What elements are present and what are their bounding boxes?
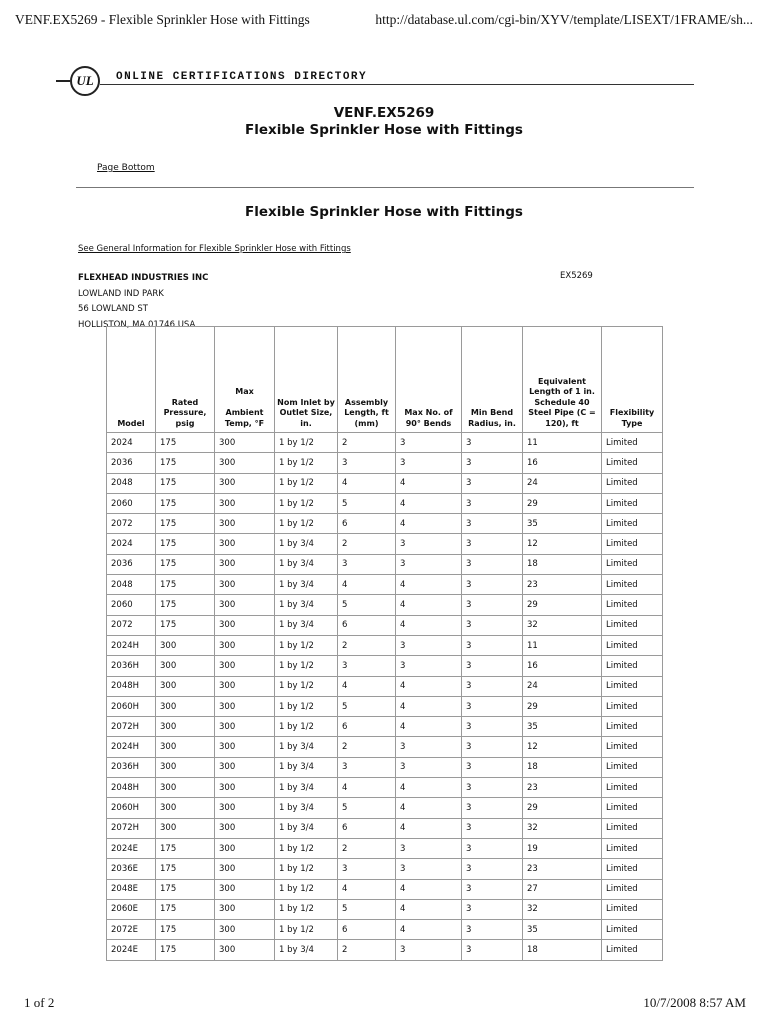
table-cell: Limited: [602, 575, 663, 595]
table-cell: 3: [462, 615, 523, 635]
column-header: Model: [107, 327, 156, 433]
table-cell: 300: [215, 433, 275, 453]
table-cell: 300: [215, 899, 275, 919]
company-address2: 56 LOWLAND ST: [78, 304, 148, 314]
table-cell: Limited: [602, 433, 663, 453]
table-cell: 3: [462, 514, 523, 534]
table-cell: 1 by 1/2: [275, 635, 338, 655]
table-cell: 3: [338, 859, 396, 879]
table-row: [107, 534, 663, 554]
table-cell: 4: [396, 575, 462, 595]
table-cell: Limited: [602, 879, 663, 899]
table-cell: Limited: [602, 453, 663, 473]
table-cell: 175: [156, 838, 215, 858]
column-header: Assembly Length, ft (mm): [338, 327, 396, 433]
table-cell: 3: [462, 859, 523, 879]
table-cell: 5: [338, 798, 396, 818]
table-cell: 12: [523, 534, 602, 554]
table-cell: 300: [156, 696, 215, 716]
table-cell: 3: [396, 635, 462, 655]
table-cell: 4: [396, 778, 462, 798]
table-cell: 3: [462, 737, 523, 757]
table-cell: 2072: [107, 514, 156, 534]
table-cell: 300: [215, 554, 275, 574]
table-row: [107, 920, 663, 940]
table-row: [107, 879, 663, 899]
table-cell: 3: [396, 737, 462, 757]
table-cell: 3: [462, 798, 523, 818]
table-cell: 1 by 1/2: [275, 899, 338, 919]
table-cell: 2060E: [107, 899, 156, 919]
table-cell: 4: [396, 676, 462, 696]
table-row: [107, 940, 663, 960]
table-cell: 1 by 3/4: [275, 737, 338, 757]
table-cell: 1 by 1/2: [275, 433, 338, 453]
column-header: Flexibility Type: [602, 327, 663, 433]
table-cell: 1 by 1/2: [275, 879, 338, 899]
table-cell: 2036: [107, 453, 156, 473]
table-cell: 300: [215, 737, 275, 757]
table-row: [107, 838, 663, 858]
table-cell: 35: [523, 920, 602, 940]
table-cell: 1 by 3/4: [275, 818, 338, 838]
table-cell: 3: [462, 554, 523, 574]
table-row: [107, 798, 663, 818]
table-cell: 6: [338, 920, 396, 940]
table-cell: 300: [215, 818, 275, 838]
table-cell: Limited: [602, 473, 663, 493]
table-cell: 300: [215, 656, 275, 676]
table-cell: 300: [215, 778, 275, 798]
table-cell: 3: [462, 534, 523, 554]
table-cell: Limited: [602, 818, 663, 838]
table-cell: 6: [338, 615, 396, 635]
table-row: [107, 676, 663, 696]
table-cell: 175: [156, 473, 215, 493]
table-cell: 1 by 3/4: [275, 757, 338, 777]
table-cell: 1 by 1/2: [275, 453, 338, 473]
table-cell: 1 by 1/2: [275, 493, 338, 513]
table-cell: 2036: [107, 554, 156, 574]
table-cell: 2072: [107, 615, 156, 635]
table-cell: 2: [338, 940, 396, 960]
table-cell: 300: [215, 940, 275, 960]
table-row: [107, 818, 663, 838]
table-row: [107, 899, 663, 919]
table-cell: Limited: [602, 554, 663, 574]
table-cell: 3: [462, 696, 523, 716]
table-cell: 300: [156, 656, 215, 676]
column-header: Max No. of 90° Bends: [396, 327, 462, 433]
table-cell: Limited: [602, 737, 663, 757]
table-cell: 23: [523, 778, 602, 798]
table-cell: 23: [523, 859, 602, 879]
table-cell: Limited: [602, 696, 663, 716]
table-cell: 4: [396, 818, 462, 838]
table-cell: 2060: [107, 493, 156, 513]
table-cell: 2072H: [107, 818, 156, 838]
table-cell: 300: [215, 534, 275, 554]
table-row: [107, 514, 663, 534]
table-cell: 175: [156, 554, 215, 574]
table-cell: 3: [462, 656, 523, 676]
table-cell: Limited: [602, 615, 663, 635]
banner-rule-left: [56, 80, 70, 82]
table-cell: 1 by 1/2: [275, 676, 338, 696]
table-cell: 3: [396, 433, 462, 453]
column-header: Max Ambient Temp, °F: [215, 327, 275, 433]
table-cell: 1 by 3/4: [275, 940, 338, 960]
table-cell: 5: [338, 595, 396, 615]
table-cell: 300: [215, 696, 275, 716]
table-cell: 175: [156, 595, 215, 615]
spec-table: [106, 326, 663, 961]
table-cell: Limited: [602, 534, 663, 554]
table-cell: 1 by 1/2: [275, 656, 338, 676]
print-header: [15, 12, 753, 30]
table-cell: 1 by 1/2: [275, 514, 338, 534]
table-cell: 3: [338, 453, 396, 473]
table-cell: 300: [215, 676, 275, 696]
table-cell: 2060H: [107, 798, 156, 818]
table-cell: 175: [156, 615, 215, 635]
table-cell: 2072H: [107, 717, 156, 737]
table-cell: 3: [462, 818, 523, 838]
print-footer: [24, 995, 746, 1013]
table-cell: 2: [338, 433, 396, 453]
table-cell: 3: [462, 778, 523, 798]
table-cell: 16: [523, 453, 602, 473]
file-number: EX5269: [560, 271, 593, 281]
table-row: [107, 635, 663, 655]
table-cell: 4: [396, 920, 462, 940]
table-cell: 300: [215, 859, 275, 879]
table-header-row: [107, 327, 663, 433]
table-cell: 3: [462, 940, 523, 960]
table-row: [107, 473, 663, 493]
column-header: Min Bend Radius, in.: [462, 327, 523, 433]
table-cell: 2036E: [107, 859, 156, 879]
table-cell: 300: [156, 635, 215, 655]
table-cell: Limited: [602, 595, 663, 615]
table-cell: 3: [462, 635, 523, 655]
table-row: [107, 595, 663, 615]
table-cell: 175: [156, 920, 215, 940]
table-cell: 3: [462, 595, 523, 615]
table-cell: 2048H: [107, 778, 156, 798]
table-cell: 27: [523, 879, 602, 899]
company-name: FLEXHEAD INDUSTRIES INC: [78, 273, 209, 283]
table-cell: 5: [338, 696, 396, 716]
table-cell: 175: [156, 514, 215, 534]
table-cell: 4: [396, 473, 462, 493]
table-cell: 5: [338, 493, 396, 513]
table-cell: 12: [523, 737, 602, 757]
table-cell: Limited: [602, 778, 663, 798]
table-cell: 4: [338, 676, 396, 696]
table-cell: 3: [462, 879, 523, 899]
company-city: HOLLISTON, MA 01746 USA: [78, 319, 196, 330]
table-cell: 3: [396, 656, 462, 676]
company-block: [78, 271, 208, 333]
table-cell: 19: [523, 838, 602, 858]
table-cell: 3: [462, 899, 523, 919]
table-cell: 1 by 3/4: [275, 778, 338, 798]
table-cell: 35: [523, 717, 602, 737]
table-cell: 175: [156, 575, 215, 595]
table-cell: 16: [523, 656, 602, 676]
table-cell: 3: [338, 554, 396, 574]
page-code: VENF.EX5269: [333, 105, 435, 121]
table-row: [107, 656, 663, 676]
table-cell: 300: [215, 757, 275, 777]
table-cell: 300: [215, 717, 275, 737]
table-cell: 300: [215, 635, 275, 655]
page-title: [0, 105, 768, 139]
table-cell: 18: [523, 757, 602, 777]
table-cell: 300: [215, 595, 275, 615]
table-cell: 3: [396, 940, 462, 960]
table-cell: 1 by 1/2: [275, 473, 338, 493]
table-cell: 6: [338, 514, 396, 534]
table-cell: 300: [156, 737, 215, 757]
table-cell: 3: [396, 838, 462, 858]
table-cell: 1 by 3/4: [275, 595, 338, 615]
column-header: Nom Inlet by Outlet Size, in.: [275, 327, 338, 433]
table-cell: Limited: [602, 717, 663, 737]
table-row: [107, 575, 663, 595]
page-bottom-link[interactable]: Page Bottom: [97, 163, 155, 173]
table-row: [107, 554, 663, 574]
table-cell: 2024: [107, 433, 156, 453]
print-header-title: VENF.EX5269 - Flexible Sprinkler Hose with Fittings: [15, 12, 310, 27]
table-cell: 4: [396, 899, 462, 919]
column-header: Rated Pressure, psig: [156, 327, 215, 433]
table-cell: 175: [156, 493, 215, 513]
table-cell: 2024H: [107, 635, 156, 655]
print-footer-page: 1 of 2: [24, 995, 55, 1010]
table-cell: 35: [523, 514, 602, 534]
table-cell: 3: [462, 453, 523, 473]
page-heading: Flexible Sprinkler Hose with Fittings: [245, 122, 523, 138]
banner-rule: [100, 84, 694, 85]
table-cell: Limited: [602, 838, 663, 858]
table-cell: 2036H: [107, 656, 156, 676]
table-cell: 300: [156, 778, 215, 798]
table-cell: 300: [215, 453, 275, 473]
table-cell: Limited: [602, 859, 663, 879]
table-cell: 29: [523, 798, 602, 818]
table-cell: 3: [338, 757, 396, 777]
table-cell: 4: [338, 778, 396, 798]
table-cell: 1 by 1/2: [275, 696, 338, 716]
table-cell: 2024: [107, 534, 156, 554]
table-cell: 175: [156, 879, 215, 899]
table-cell: Limited: [602, 899, 663, 919]
table-cell: 3: [462, 433, 523, 453]
table-cell: Limited: [602, 493, 663, 513]
table-cell: 3: [396, 453, 462, 473]
table-cell: 4: [396, 615, 462, 635]
table-cell: 175: [156, 534, 215, 554]
table-cell: 1 by 1/2: [275, 717, 338, 737]
table-cell: 32: [523, 899, 602, 919]
table-body: [107, 433, 663, 961]
table-cell: 6: [338, 717, 396, 737]
table-cell: 4: [396, 879, 462, 899]
table-row: [107, 859, 663, 879]
table-cell: 300: [156, 717, 215, 737]
table-cell: 32: [523, 818, 602, 838]
table-cell: 300: [215, 473, 275, 493]
table-row: [107, 615, 663, 635]
table-cell: 3: [462, 920, 523, 940]
section-title: Flexible Sprinkler Hose with Fittings: [245, 204, 523, 220]
table-cell: 3: [462, 473, 523, 493]
table-cell: 300: [156, 798, 215, 818]
table-cell: 300: [215, 514, 275, 534]
table-cell: 2024E: [107, 940, 156, 960]
table-row: [107, 717, 663, 737]
table-cell: 3: [396, 534, 462, 554]
table-cell: 3: [462, 575, 523, 595]
table-cell: 2024E: [107, 838, 156, 858]
table-cell: 2024H: [107, 737, 156, 757]
table-cell: 1 by 3/4: [275, 798, 338, 818]
table-cell: 300: [156, 676, 215, 696]
table-cell: 2: [338, 838, 396, 858]
table-cell: 1 by 1/2: [275, 838, 338, 858]
ul-logo-icon: UL: [70, 66, 100, 96]
table-cell: Limited: [602, 514, 663, 534]
table-cell: 1 by 3/4: [275, 615, 338, 635]
table-cell: 3: [396, 757, 462, 777]
table-cell: 4: [338, 879, 396, 899]
table-cell: 2060H: [107, 696, 156, 716]
table-cell: 29: [523, 493, 602, 513]
table-cell: Limited: [602, 757, 663, 777]
table-cell: 11: [523, 433, 602, 453]
table-cell: 175: [156, 899, 215, 919]
company-address1: LOWLAND IND PARK: [78, 288, 164, 299]
table-cell: Limited: [602, 676, 663, 696]
table-cell: Limited: [602, 798, 663, 818]
table-cell: 3: [462, 757, 523, 777]
table-cell: 300: [215, 920, 275, 940]
table-cell: 29: [523, 696, 602, 716]
table-cell: 18: [523, 940, 602, 960]
table-cell: 1 by 1/2: [275, 920, 338, 940]
table-cell: 3: [338, 656, 396, 676]
table-cell: 300: [156, 757, 215, 777]
table-cell: 2: [338, 737, 396, 757]
table-cell: 2048E: [107, 879, 156, 899]
table-cell: 300: [215, 493, 275, 513]
table-cell: 300: [215, 615, 275, 635]
table-cell: 1 by 3/4: [275, 575, 338, 595]
print-footer-datetime: 10/7/2008 8:57 AM: [643, 995, 746, 1010]
table-cell: 3: [462, 717, 523, 737]
table-cell: 4: [396, 595, 462, 615]
table-cell: 4: [338, 575, 396, 595]
table-cell: 2048: [107, 473, 156, 493]
directory-title: ONLINE CERTIFICATIONS DIRECTORY: [116, 71, 371, 83]
table-cell: 23: [523, 575, 602, 595]
table-cell: 1 by 3/4: [275, 534, 338, 554]
table-row: [107, 493, 663, 513]
table-cell: 32: [523, 615, 602, 635]
table-row: [107, 737, 663, 757]
table-cell: 24: [523, 473, 602, 493]
table-cell: 300: [215, 838, 275, 858]
table-cell: 24: [523, 676, 602, 696]
table-cell: 3: [462, 838, 523, 858]
table-row: [107, 757, 663, 777]
table-cell: 4: [396, 696, 462, 716]
table-cell: 2: [338, 534, 396, 554]
table-cell: 29: [523, 595, 602, 615]
column-header: Equivalent Length of 1 in. Schedule 40 Steel Pipe (C = 120), ft: [523, 327, 602, 433]
table-row: [107, 453, 663, 473]
table-cell: 4: [396, 798, 462, 818]
table-cell: 3: [396, 554, 462, 574]
table-cell: 2072E: [107, 920, 156, 940]
table-cell: 6: [338, 818, 396, 838]
table-cell: 4: [338, 473, 396, 493]
table-cell: Limited: [602, 635, 663, 655]
table-cell: 3: [462, 676, 523, 696]
table-row: [107, 696, 663, 716]
table-cell: 300: [215, 879, 275, 899]
table-cell: 2048: [107, 575, 156, 595]
table-cell: 4: [396, 514, 462, 534]
table-cell: 3: [462, 493, 523, 513]
table-cell: 175: [156, 940, 215, 960]
general-info-link[interactable]: See General Information for Flexible Sprinkler Hose with Fittings: [78, 244, 351, 254]
table-cell: 2: [338, 635, 396, 655]
table-row: [107, 433, 663, 453]
directory-banner: [70, 66, 694, 100]
table-cell: 2048H: [107, 676, 156, 696]
table-cell: 4: [396, 493, 462, 513]
table-cell: Limited: [602, 940, 663, 960]
table-cell: 11: [523, 635, 602, 655]
table-cell: 3: [396, 859, 462, 879]
table-cell: 175: [156, 859, 215, 879]
divider: [76, 187, 694, 188]
table-cell: 175: [156, 433, 215, 453]
table-cell: 5: [338, 899, 396, 919]
table-cell: 300: [156, 818, 215, 838]
table-cell: 4: [396, 717, 462, 737]
table-cell: 300: [215, 575, 275, 595]
table-row: [107, 778, 663, 798]
table-cell: 1 by 1/2: [275, 859, 338, 879]
table-cell: 175: [156, 453, 215, 473]
table-cell: Limited: [602, 920, 663, 940]
table-cell: 1 by 3/4: [275, 554, 338, 574]
table-cell: 2060: [107, 595, 156, 615]
print-header-url: http://database.ul.com/cgi-bin/XYV/template/LISEXT/1FRAME/sh...: [375, 12, 753, 27]
table-cell: Limited: [602, 656, 663, 676]
table-cell: 2036H: [107, 757, 156, 777]
table-cell: 18: [523, 554, 602, 574]
table-cell: 300: [215, 798, 275, 818]
